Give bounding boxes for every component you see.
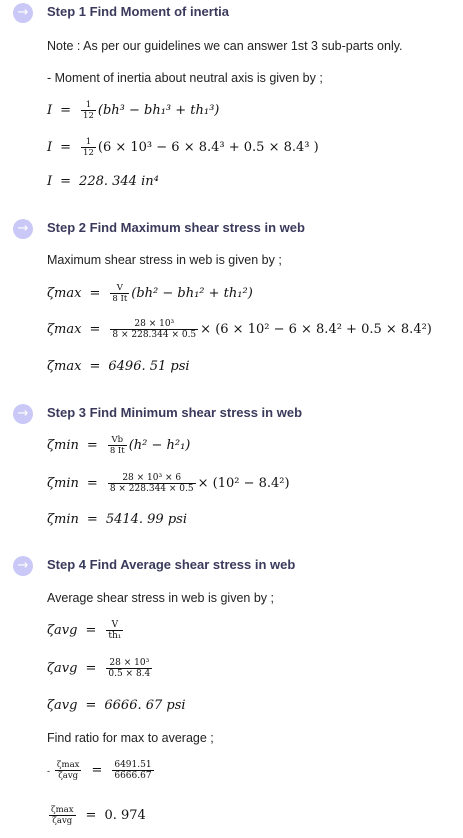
eq-fraction: $\frac{1}{12}$ [83, 100, 94, 121]
step-4-equation-3: ζavg = 6666. 67 psi [47, 698, 186, 713]
eq-rhs: 228. 344 in⁴ [79, 174, 159, 189]
step-3-equation-3: ζmin = 5414. 99 psi [47, 512, 187, 527]
arrow-right-icon: → [13, 3, 33, 23]
step-1-description: - Moment of inertia about neutral axis is given by ; [47, 71, 323, 85]
step-4-description: Average shear stress in web is given by ; [47, 591, 274, 605]
eq-lhs: ζmax [47, 286, 82, 301]
eq-fraction: $\frac{\text{28 × 10³}}{0.5 \times 8.4}$ [108, 658, 151, 679]
eq-rhs: 6666. 67 psi [104, 698, 186, 713]
eq-lhs: I [47, 140, 53, 155]
eq-fraction: $\frac{1}{12}$ [83, 137, 94, 158]
ratio-equation-1: - $\frac{\zeta\max}{\text{ζavg}}$ = $\frac{6491.51}{6666.67}$ [47, 760, 152, 781]
step-3-title: Step 3 Find Minimum shear stress in web [47, 405, 303, 420]
step-1-equation-2: I = $\frac{1}{12}$ (6 × 10³ − 6 × 8.4³ + 0.5 × 8.4³ ) [47, 137, 319, 158]
step-1-note: Note : As per our guidelines we can answer 1st 3 sub-parts only. [47, 39, 403, 53]
step-3-header[interactable] [0, 401, 463, 429]
eq-lhs: ζavg [47, 698, 78, 713]
ratio-rhs-fraction: $\frac{6491.51}{6666.67}$ [114, 760, 152, 781]
eq-lhs: I [47, 103, 53, 118]
eq-fraction: $\frac{\text{28 × 10³ × 6}}{8 \times 228.344 \times 0.5}$ [109, 473, 194, 494]
eq-lhs: ζmax [47, 322, 82, 337]
arrow-right-icon: → [13, 404, 33, 424]
eq-fraction: $\frac{Vb}{8 It}$ [109, 435, 125, 456]
eq-rhs: × (6 × 10² − 6 × 8.4² + 0.5 × 8.4²) [200, 322, 432, 337]
step-3-equation-2: ζmin = $\frac{\text{28 × 10³ × 6}}{8 \times 228.344 \times 0.5}$ × (10² − 8.4²) [47, 473, 290, 494]
step-4-title: Step 4 Find Average shear stress in web [47, 557, 296, 572]
ratio-equation-2: $\frac{\zeta\max}{\text{ζavg}}$ = 0. 974 [51, 805, 146, 826]
ratio-lhs-fraction: $\frac{\zeta\max}{\text{ζavg}}$ [56, 760, 80, 781]
ratio-lhs-fraction: $\frac{\zeta\max}{\text{ζavg}}$ [51, 805, 74, 826]
eq-lhs: ζavg [47, 661, 78, 676]
eq-rhs: (bh² − bh₁² + th₁²) [131, 286, 253, 301]
eq-lhs: ζmin [47, 438, 79, 453]
step-3-equation-1: ζmin = $\frac{Vb}{8 It}$ (h² − h²₁) [47, 435, 191, 456]
eq-rhs: 5414. 99 psi [105, 512, 187, 527]
ratio-result: 0. 974 [104, 808, 146, 823]
step-1-equation-1: I = $\frac{1}{12}$ (bh³ − bh₁³ + th₁³) [47, 100, 220, 121]
eq-rhs: 6496. 51 psi [108, 359, 190, 374]
eq-lhs: ζavg [47, 623, 78, 638]
arrow-right-icon: → [13, 219, 33, 239]
step-2-equation-2: ζmax = $\frac{\text{28 × 10³}}{8 \times 228.344 \times 0.5}$ × (6 × 10² − 6 × 8.4² + 0.5 × 8.4²) [47, 319, 432, 340]
eq-fraction: $\frac{V}{\text{th₁}}$ [108, 620, 122, 641]
eq-fraction: $\frac{V}{8 It}$ [112, 283, 128, 304]
step-1-title: Step 1 Find Moment of inertia [47, 4, 230, 19]
arrow-right-icon: → [13, 556, 33, 576]
step-2-equation-1: ζmax = $\frac{V}{8 It}$ (bh² − bh₁² + th₁²) [47, 283, 253, 304]
eq-rhs: (h² − h²₁) [128, 438, 191, 453]
step-1-equation-3: I = 228. 344 in⁴ [47, 174, 159, 189]
eq-rhs: (bh³ − bh₁³ + th₁³) [97, 103, 220, 118]
step-2-description: Maximum shear stress in web is given by ; [47, 253, 282, 267]
eq-rhs: × (10² − 8.4²) [197, 476, 290, 491]
step-2-header[interactable] [0, 216, 463, 244]
step-2-equation-3: ζmax = 6496. 51 psi [47, 359, 190, 374]
eq-lhs: ζmin [47, 476, 79, 491]
eq-lhs: I [47, 174, 53, 189]
eq-lhs: ζmin [47, 512, 79, 527]
step-2-title: Step 2 Find Maximum shear stress in web [47, 220, 305, 235]
eq-rhs: (6 × 10³ − 6 × 8.4³ + 0.5 × 8.4³ ) [97, 140, 319, 155]
step-4-equation-2: ζavg = $\frac{\text{28 × 10³}}{0.5 \times 8.4}$ [47, 658, 151, 679]
step-4-header[interactable] [0, 553, 463, 581]
eq-lhs: ζmax [47, 359, 82, 374]
ratio-description: Find ratio for max to average ; [47, 731, 214, 745]
step-1-header[interactable] [0, 0, 463, 28]
step-4-equation-1: ζavg = $\frac{V}{\text{th₁}}$ [47, 620, 122, 641]
eq-fraction: $\frac{\text{28 × 10³}}{8 \times 228.344 \times 0.5}$ [112, 319, 197, 340]
